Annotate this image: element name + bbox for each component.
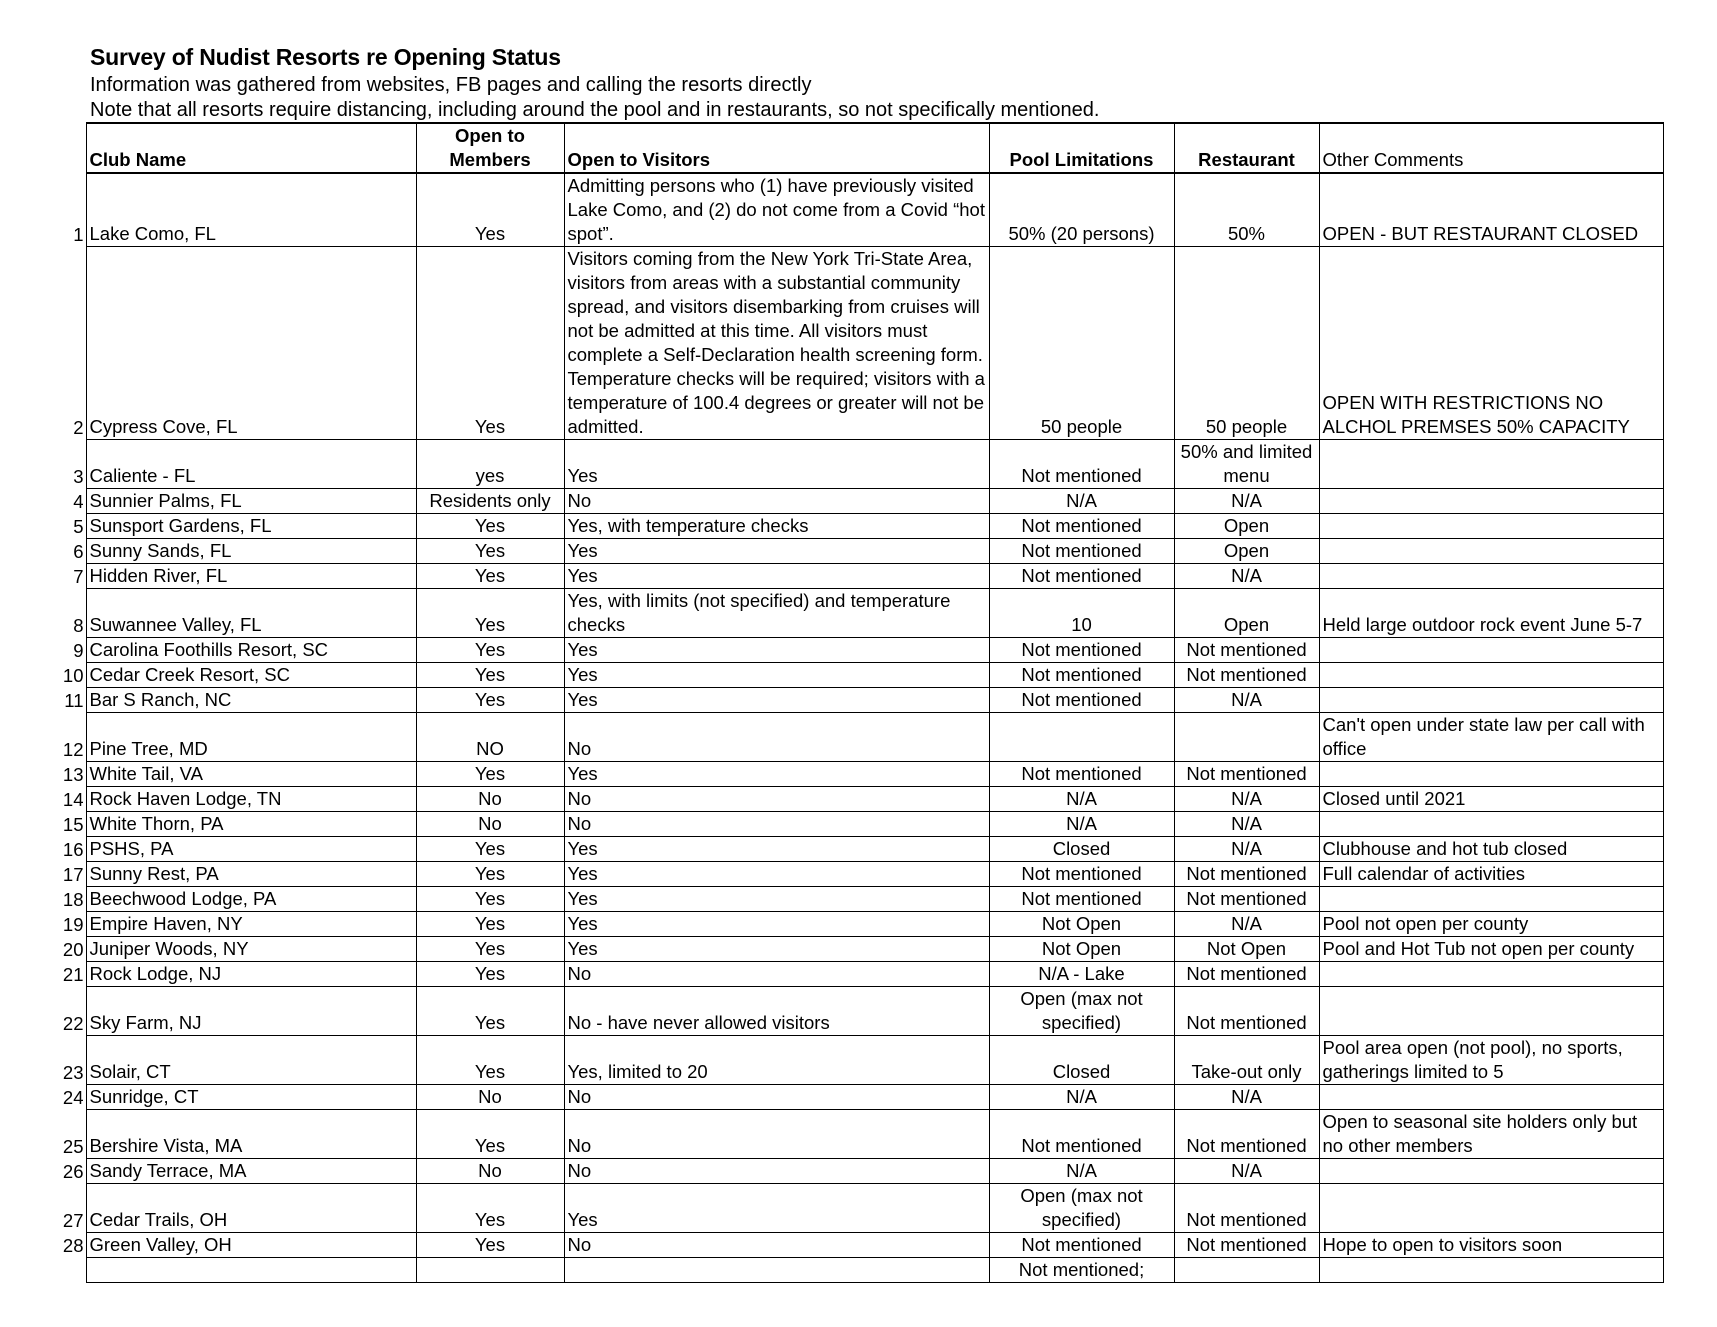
table-row bbox=[58, 638, 1663, 663]
header-club-name: Club Name bbox=[86, 123, 416, 173]
open-to-members-cell: Yes bbox=[416, 762, 564, 787]
open-to-members-cell: Yes bbox=[416, 1233, 564, 1258]
table-header-row bbox=[58, 123, 1663, 173]
open-to-members-cell: Yes bbox=[416, 638, 564, 663]
row-number: 27 bbox=[62, 1209, 84, 1231]
row-number: 8 bbox=[73, 614, 84, 636]
other-comments-cell: Full calendar of activities bbox=[1319, 862, 1663, 887]
open-to-visitors-cell: No bbox=[564, 1233, 989, 1258]
other-comments-cell bbox=[1319, 1258, 1663, 1283]
open-to-visitors-cell: Visitors coming from the New York Tri-State Area, visitors from areas with a substantial community spread, and visitors disembarking from cruises will not be admitted at this time. All visitors must complete a Self-Declaration health screening form. Temperature checks will be required; visitors with a temperature of 100.4 degrees or greater will not be admitted. bbox=[564, 247, 989, 440]
restaurant-cell bbox=[1174, 713, 1319, 762]
open-to-visitors-cell: Yes bbox=[564, 564, 989, 589]
row-number: 17 bbox=[62, 863, 84, 885]
other-comments-cell bbox=[1319, 762, 1663, 787]
restaurant-cell: Not mentioned bbox=[1174, 638, 1319, 663]
open-to-members-cell: Yes bbox=[416, 247, 564, 440]
restaurant-cell bbox=[1174, 1258, 1319, 1283]
open-to-members-cell: Yes bbox=[416, 837, 564, 862]
open-to-visitors-cell: No bbox=[564, 962, 989, 987]
restaurant-cell: Take-out only bbox=[1174, 1036, 1319, 1085]
row-number: 5 bbox=[73, 515, 84, 537]
club-name-cell: White Tail, VA bbox=[86, 762, 416, 787]
open-to-members-cell: Yes bbox=[416, 688, 564, 713]
open-to-visitors-cell: Yes bbox=[564, 638, 989, 663]
row-number: 23 bbox=[62, 1061, 84, 1083]
table-row bbox=[58, 812, 1663, 837]
other-comments-cell: OPEN - BUT RESTAURANT CLOSED bbox=[1319, 173, 1663, 247]
header-restaurant: Restaurant bbox=[1174, 123, 1319, 173]
pool-limitations-cell bbox=[989, 713, 1174, 762]
other-comments-cell bbox=[1319, 514, 1663, 539]
restaurant-cell: Not mentioned bbox=[1174, 1184, 1319, 1233]
other-comments-cell: Pool area open (not pool), no sports, gatherings limited to 5 bbox=[1319, 1036, 1663, 1085]
table-row bbox=[58, 787, 1663, 812]
table-row bbox=[58, 962, 1663, 987]
pool-limitations-cell: Not mentioned bbox=[989, 1233, 1174, 1258]
table-row bbox=[58, 762, 1663, 787]
club-name-cell: Rock Haven Lodge, TN bbox=[86, 787, 416, 812]
club-name-cell: Cypress Cove, FL bbox=[86, 247, 416, 440]
row-number: 13 bbox=[62, 763, 84, 785]
open-to-members-cell: Yes bbox=[416, 514, 564, 539]
table-row bbox=[58, 987, 1663, 1036]
other-comments-cell bbox=[1319, 688, 1663, 713]
open-to-visitors-cell: Yes bbox=[564, 912, 989, 937]
row-number: 16 bbox=[62, 838, 84, 860]
row-number: 28 bbox=[62, 1234, 84, 1256]
club-name-cell: Cedar Creek Resort, SC bbox=[86, 663, 416, 688]
open-to-members-cell: No bbox=[416, 1159, 564, 1184]
club-name-cell: Juniper Woods, NY bbox=[86, 937, 416, 962]
header-other-comments: Other Comments bbox=[1319, 123, 1663, 173]
club-name-cell: Bershire Vista, MA bbox=[86, 1110, 416, 1159]
header-pool-limitations: Pool Limitations bbox=[989, 123, 1174, 173]
open-to-visitors-cell: Yes bbox=[564, 688, 989, 713]
table-row bbox=[58, 1036, 1663, 1085]
row-number: 4 bbox=[73, 490, 84, 512]
other-comments-cell bbox=[1319, 564, 1663, 589]
row-number: 22 bbox=[62, 1012, 84, 1034]
row-number bbox=[58, 1258, 86, 1283]
table-row bbox=[58, 1085, 1663, 1110]
pool-limitations-cell: Open (max not specified) bbox=[989, 1184, 1174, 1233]
pool-limitations-cell: Not mentioned bbox=[989, 638, 1174, 663]
open-to-members-cell: No bbox=[416, 1085, 564, 1110]
pool-limitations-cell: N/A bbox=[989, 1159, 1174, 1184]
table-row bbox=[58, 663, 1663, 688]
pool-limitations-cell: Not mentioned bbox=[989, 887, 1174, 912]
club-name-cell: PSHS, PA bbox=[86, 837, 416, 862]
open-to-members-cell: Yes bbox=[416, 912, 564, 937]
other-comments-cell bbox=[1319, 887, 1663, 912]
row-number: 12 bbox=[62, 738, 84, 760]
open-to-visitors-cell: No bbox=[564, 787, 989, 812]
header-row-number bbox=[58, 123, 86, 173]
pool-limitations-cell: Not Open bbox=[989, 937, 1174, 962]
open-to-members-cell: Yes bbox=[416, 173, 564, 247]
club-name-cell: Sunnier Palms, FL bbox=[86, 489, 416, 514]
pool-limitations-cell: N/A bbox=[989, 787, 1174, 812]
table-row bbox=[58, 539, 1663, 564]
restaurant-cell: Open bbox=[1174, 539, 1319, 564]
other-comments-cell bbox=[1319, 489, 1663, 514]
document-note-1: Information was gathered from websites, FB pages and calling the resorts directly bbox=[90, 74, 812, 96]
other-comments-cell bbox=[1319, 987, 1663, 1036]
open-to-members-cell: Yes bbox=[416, 564, 564, 589]
pool-limitations-cell: Open (max not specified) bbox=[989, 987, 1174, 1036]
pool-limitations-cell: 50 people bbox=[989, 247, 1174, 440]
pool-limitations-cell: Not mentioned bbox=[989, 440, 1174, 489]
open-to-members-cell: Yes bbox=[416, 539, 564, 564]
pool-limitations-cell: Not mentioned bbox=[989, 663, 1174, 688]
open-to-visitors-cell: Yes, with limits (not specified) and temperature checks bbox=[564, 589, 989, 638]
header-open-to-visitors: Open to Visitors bbox=[564, 123, 989, 173]
other-comments-cell: Can't open under state law per call with office bbox=[1319, 713, 1663, 762]
row-number: 11 bbox=[64, 689, 84, 711]
other-comments-cell bbox=[1319, 1085, 1663, 1110]
other-comments-cell: Open to seasonal site holders only but no other members bbox=[1319, 1110, 1663, 1159]
club-name-cell: Beechwood Lodge, PA bbox=[86, 887, 416, 912]
open-to-visitors-cell: No bbox=[564, 1085, 989, 1110]
table-row bbox=[58, 247, 1663, 440]
open-to-visitors-cell: No - have never allowed visitors bbox=[564, 987, 989, 1036]
open-to-visitors-cell: Yes bbox=[564, 862, 989, 887]
other-comments-cell: OPEN WITH RESTRICTIONS NO ALCHOL PREMSES 50% CAPACITY bbox=[1319, 247, 1663, 440]
club-name-cell: Solair, CT bbox=[86, 1036, 416, 1085]
restaurant-cell: Not mentioned bbox=[1174, 962, 1319, 987]
row-number: 26 bbox=[62, 1160, 84, 1182]
club-name-cell bbox=[86, 1258, 416, 1283]
pool-limitations-cell: Not mentioned; bbox=[989, 1258, 1174, 1283]
pool-limitations-cell: Not mentioned bbox=[989, 564, 1174, 589]
open-to-visitors-cell: Yes bbox=[564, 440, 989, 489]
table-row bbox=[58, 688, 1663, 713]
row-number: 14 bbox=[62, 788, 84, 810]
pool-limitations-cell: Not Open bbox=[989, 912, 1174, 937]
pool-limitations-cell: Closed bbox=[989, 837, 1174, 862]
table-row bbox=[58, 887, 1663, 912]
pool-limitations-cell: 10 bbox=[989, 589, 1174, 638]
open-to-visitors-cell: Admitting persons who (1) have previously visited Lake Como, and (2) do not come from a Covid “hot spot”. bbox=[564, 173, 989, 247]
open-to-members-cell: Yes bbox=[416, 1036, 564, 1085]
open-to-members-cell: Yes bbox=[416, 1184, 564, 1233]
open-to-visitors-cell: Yes bbox=[564, 663, 989, 688]
open-to-members-cell: Residents only bbox=[416, 489, 564, 514]
club-name-cell: Sunny Sands, FL bbox=[86, 539, 416, 564]
table-row bbox=[58, 1233, 1663, 1258]
table-row bbox=[58, 937, 1663, 962]
table-row bbox=[58, 489, 1663, 514]
pool-limitations-cell: Not mentioned bbox=[989, 688, 1174, 713]
pool-limitations-cell: N/A - Lake bbox=[989, 962, 1174, 987]
other-comments-cell: Closed until 2021 bbox=[1319, 787, 1663, 812]
open-to-members-cell: NO bbox=[416, 713, 564, 762]
restaurant-cell: Not Open bbox=[1174, 937, 1319, 962]
row-number: 3 bbox=[73, 465, 84, 487]
table-row bbox=[58, 1258, 1663, 1283]
document-note-2: Note that all resorts require distancing, including around the pool and in restaurants, so not specifically mentioned. bbox=[90, 99, 1100, 121]
open-to-visitors-cell: Yes bbox=[564, 1184, 989, 1233]
club-name-cell: Suwannee Valley, FL bbox=[86, 589, 416, 638]
restaurant-cell: N/A bbox=[1174, 812, 1319, 837]
open-to-members-cell: Yes bbox=[416, 589, 564, 638]
table-row bbox=[58, 1184, 1663, 1233]
restaurant-cell: 50% bbox=[1174, 173, 1319, 247]
restaurant-cell: Not mentioned bbox=[1174, 862, 1319, 887]
open-to-members-cell: No bbox=[416, 787, 564, 812]
club-name-cell: Rock Lodge, NJ bbox=[86, 962, 416, 987]
restaurant-cell: Not mentioned bbox=[1174, 987, 1319, 1036]
open-to-visitors-cell: No bbox=[564, 1110, 989, 1159]
open-to-members-cell: No bbox=[416, 812, 564, 837]
open-to-members-cell bbox=[416, 1258, 564, 1283]
club-name-cell: Hidden River, FL bbox=[86, 564, 416, 589]
restaurant-cell: Open bbox=[1174, 589, 1319, 638]
other-comments-cell bbox=[1319, 962, 1663, 987]
open-to-visitors-cell: Yes bbox=[564, 762, 989, 787]
row-number: 20 bbox=[62, 938, 84, 960]
other-comments-cell: Held large outdoor rock event June 5-7 bbox=[1319, 589, 1663, 638]
table-row bbox=[58, 837, 1663, 862]
pool-limitations-cell: N/A bbox=[989, 1085, 1174, 1110]
restaurant-cell: N/A bbox=[1174, 564, 1319, 589]
survey-table bbox=[58, 122, 1664, 1283]
restaurant-cell: N/A bbox=[1174, 1085, 1319, 1110]
restaurant-cell: N/A bbox=[1174, 1159, 1319, 1184]
other-comments-cell bbox=[1319, 1184, 1663, 1233]
club-name-cell: Sunny Rest, PA bbox=[86, 862, 416, 887]
club-name-cell: White Thorn, PA bbox=[86, 812, 416, 837]
open-to-visitors-cell: Yes bbox=[564, 887, 989, 912]
pool-limitations-cell: Closed bbox=[989, 1036, 1174, 1085]
club-name-cell: Bar S Ranch, NC bbox=[86, 688, 416, 713]
open-to-visitors-cell: Yes bbox=[564, 539, 989, 564]
open-to-members-cell: yes bbox=[416, 440, 564, 489]
document-title: Survey of Nudist Resorts re Opening Status bbox=[90, 44, 561, 70]
open-to-visitors-cell: Yes, with temperature checks bbox=[564, 514, 989, 539]
table-row bbox=[58, 862, 1663, 887]
other-comments-cell bbox=[1319, 638, 1663, 663]
table-row bbox=[58, 589, 1663, 638]
table-row bbox=[58, 1110, 1663, 1159]
row-number: 19 bbox=[62, 913, 84, 935]
row-number: 15 bbox=[62, 813, 84, 835]
club-name-cell: Carolina Foothills Resort, SC bbox=[86, 638, 416, 663]
restaurant-cell: Not mentioned bbox=[1174, 1110, 1319, 1159]
pool-limitations-cell: Not mentioned bbox=[989, 762, 1174, 787]
pool-limitations-cell: Not mentioned bbox=[989, 1110, 1174, 1159]
table-row bbox=[58, 514, 1663, 539]
club-name-cell: Sandy Terrace, MA bbox=[86, 1159, 416, 1184]
pool-limitations-cell: N/A bbox=[989, 489, 1174, 514]
pool-limitations-cell: N/A bbox=[989, 812, 1174, 837]
open-to-visitors-cell: No bbox=[564, 1159, 989, 1184]
table-row bbox=[58, 440, 1663, 489]
row-number: 1 bbox=[73, 223, 84, 245]
row-number: 9 bbox=[73, 639, 84, 661]
other-comments-cell bbox=[1319, 663, 1663, 688]
other-comments-cell: Hope to open to visitors soon bbox=[1319, 1233, 1663, 1258]
restaurant-cell: N/A bbox=[1174, 912, 1319, 937]
row-number: 6 bbox=[73, 540, 84, 562]
header-open-to-members: Open to Members bbox=[416, 123, 564, 173]
club-name-cell: Caliente - FL bbox=[86, 440, 416, 489]
pool-limitations-cell: Not mentioned bbox=[989, 539, 1174, 564]
open-to-visitors-cell: Yes, limited to 20 bbox=[564, 1036, 989, 1085]
row-number: 18 bbox=[62, 888, 84, 910]
other-comments-cell bbox=[1319, 812, 1663, 837]
club-name-cell: Empire Haven, NY bbox=[86, 912, 416, 937]
open-to-members-cell: Yes bbox=[416, 887, 564, 912]
restaurant-cell: 50 people bbox=[1174, 247, 1319, 440]
restaurant-cell: 50% and limited menu bbox=[1174, 440, 1319, 489]
pool-limitations-cell: Not mentioned bbox=[989, 514, 1174, 539]
restaurant-cell: Not mentioned bbox=[1174, 887, 1319, 912]
restaurant-cell: Not mentioned bbox=[1174, 762, 1319, 787]
open-to-visitors-cell bbox=[564, 1258, 989, 1283]
open-to-visitors-cell: Yes bbox=[564, 837, 989, 862]
row-number: 25 bbox=[62, 1135, 84, 1157]
open-to-members-cell: Yes bbox=[416, 937, 564, 962]
row-number: 7 bbox=[73, 565, 84, 587]
club-name-cell: Sky Farm, NJ bbox=[86, 987, 416, 1036]
restaurant-cell: Not mentioned bbox=[1174, 1233, 1319, 1258]
row-number: 21 bbox=[62, 963, 84, 985]
open-to-members-cell: Yes bbox=[416, 862, 564, 887]
open-to-members-cell: Yes bbox=[416, 1110, 564, 1159]
club-name-cell: Cedar Trails, OH bbox=[86, 1184, 416, 1233]
open-to-members-cell: Yes bbox=[416, 663, 564, 688]
club-name-cell: Sunsport Gardens, FL bbox=[86, 514, 416, 539]
other-comments-cell: Clubhouse and hot tub closed bbox=[1319, 837, 1663, 862]
row-number: 24 bbox=[62, 1086, 84, 1108]
other-comments-cell bbox=[1319, 539, 1663, 564]
pool-limitations-cell: Not mentioned bbox=[989, 862, 1174, 887]
table-row bbox=[58, 1159, 1663, 1184]
table-row bbox=[58, 564, 1663, 589]
other-comments-cell bbox=[1319, 1159, 1663, 1184]
open-to-members-cell: Yes bbox=[416, 962, 564, 987]
open-to-visitors-cell: Yes bbox=[564, 937, 989, 962]
open-to-visitors-cell: No bbox=[564, 713, 989, 762]
restaurant-cell: N/A bbox=[1174, 489, 1319, 514]
club-name-cell: Lake Como, FL bbox=[86, 173, 416, 247]
row-number: 2 bbox=[73, 416, 84, 438]
restaurant-cell: N/A bbox=[1174, 837, 1319, 862]
open-to-visitors-cell: No bbox=[564, 489, 989, 514]
open-to-members-cell: Yes bbox=[416, 987, 564, 1036]
table-row bbox=[58, 912, 1663, 937]
other-comments-cell: Pool and Hot Tub not open per county bbox=[1319, 937, 1663, 962]
club-name-cell: Green Valley, OH bbox=[86, 1233, 416, 1258]
restaurant-cell: Open bbox=[1174, 514, 1319, 539]
other-comments-cell: Pool not open per county bbox=[1319, 912, 1663, 937]
row-number: 10 bbox=[62, 664, 84, 686]
table-row bbox=[58, 713, 1663, 762]
restaurant-cell: Not mentioned bbox=[1174, 663, 1319, 688]
other-comments-cell bbox=[1319, 440, 1663, 489]
club-name-cell: Pine Tree, MD bbox=[86, 713, 416, 762]
open-to-visitors-cell: No bbox=[564, 812, 989, 837]
pool-limitations-cell: 50% (20 persons) bbox=[989, 173, 1174, 247]
table-row bbox=[58, 173, 1663, 247]
restaurant-cell: N/A bbox=[1174, 688, 1319, 713]
restaurant-cell: N/A bbox=[1174, 787, 1319, 812]
club-name-cell: Sunridge, CT bbox=[86, 1085, 416, 1110]
